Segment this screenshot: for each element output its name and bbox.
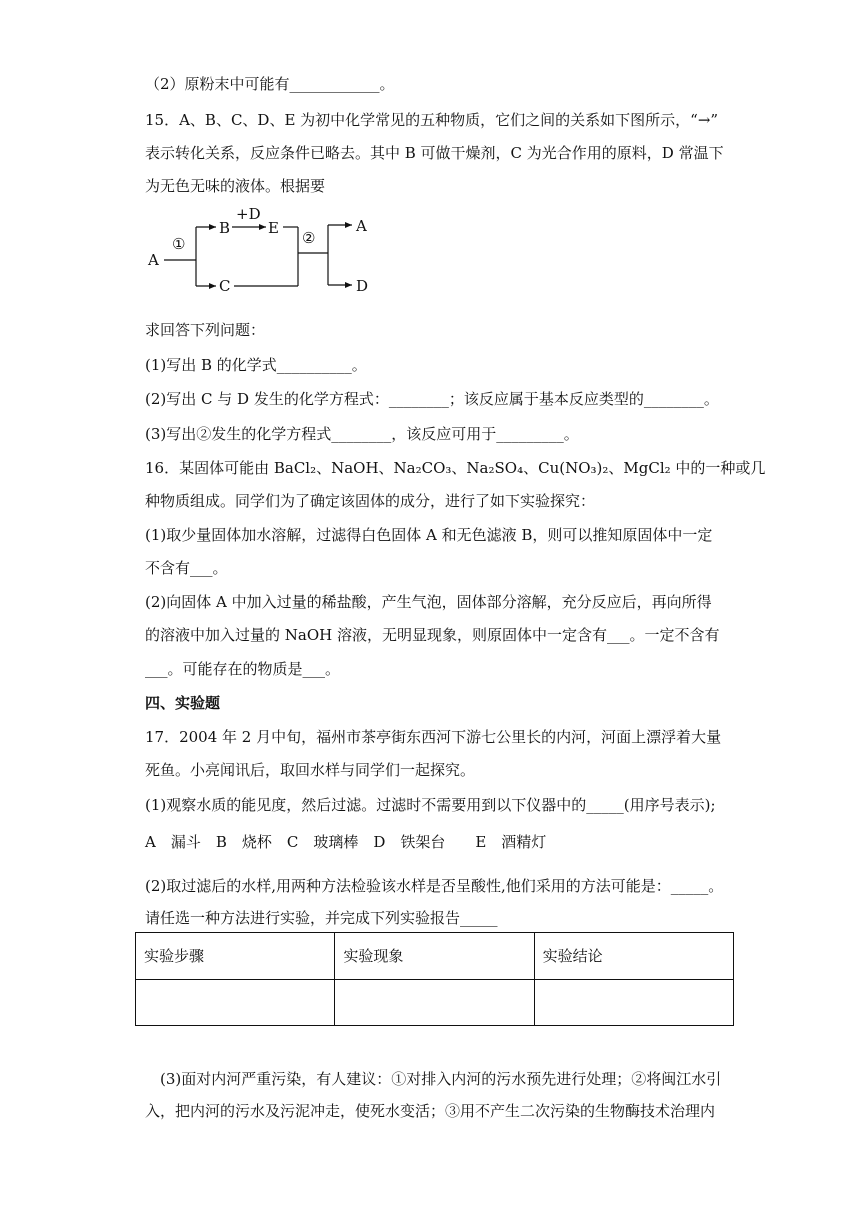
- label-d-product: D: [356, 277, 369, 295]
- conversion-diagram: [140, 205, 380, 305]
- step-2-label: ②: [302, 229, 316, 247]
- table-header-row: [136, 933, 734, 980]
- text-line: 请任选一种方法进行实验，并完成下列实验报告_____: [145, 909, 498, 927]
- plus-d-label: +D: [236, 205, 261, 223]
- section-heading: 四、实验题: [145, 694, 221, 712]
- label-b: B: [219, 219, 231, 237]
- experiment-report-table: [135, 932, 734, 1026]
- text-line: 死鱼。小亮闻讯后，取回水样与同学们一起探究。: [145, 761, 476, 779]
- label-a: A: [148, 251, 159, 269]
- header-steps: 实验步骤: [136, 933, 335, 980]
- header-conclusion: 实验结论: [534, 933, 733, 980]
- question-16-stem: 16．某固体可能由 BaCl₂、NaOH、Na₂CO₃、Na₂SO₄、Cu(NO₃)₂、MgCl₂ 中的一种或几: [145, 459, 766, 477]
- question-15-stem: 15．A、B、C、D、E 为初中化学常见的五种物质，它们之间的关系如下图所示，“→”: [145, 111, 719, 129]
- text-line: 的溶液中加入过量的 NaOH 溶液，无明显现象，则原固体中一定含有___。一定不含有: [145, 626, 720, 644]
- text-line: 入，把内河的污水及污泥冲走，使死水变活；③用不产生二次污染的生物酶技术治理内: [145, 1102, 716, 1120]
- text-line: (1)观察水质的能见度，然后过滤。过滤时不需要用到以下仪器中的_____(用序号表示);: [145, 796, 716, 814]
- cell-observations: [335, 980, 534, 1026]
- text-line: （2）原粉末中可能有____________。: [145, 75, 395, 93]
- label-e: E: [268, 219, 279, 237]
- text-line: (1)取少量固体加水溶解，过滤得白色固体 A 和无色滤液 B，则可以推知原固体中一定: [145, 526, 713, 544]
- text-line: 求回答下列问题：: [145, 321, 266, 339]
- label-c: C: [219, 277, 231, 295]
- text-line: (3)面对内河严重污染，有人建议：①对排入内河的污水预先进行处理；②将闽江水引: [145, 1070, 722, 1088]
- text-line: 不含有___。: [145, 559, 228, 577]
- text-line: 为无色无味的液体。根据要: [145, 177, 326, 195]
- header-observations: 实验现象: [335, 933, 534, 980]
- text-line: (1)写出 B 的化学式__________。: [145, 356, 367, 374]
- text-line: (2)写出 C 与 D 发生的化学方程式：________；该反应属于基本反应类型的________。: [145, 390, 719, 408]
- text-line: ___。可能存在的物质是___。: [145, 660, 341, 678]
- text-line: 种物质组成。同学们为了确定该固体的成分，进行了如下实验探究：: [145, 492, 596, 510]
- text-line: 表示转化关系，反应条件已略去。其中 B 可做干燥剂，C 为光合作用的原料，D 常温下: [145, 144, 724, 162]
- cell-conclusion: [534, 980, 733, 1026]
- options-line: A 漏斗 B 烧杯 C 玻璃棒 D 铁架台 E 酒精灯: [145, 833, 547, 851]
- text-line: (3)写出②发生的化学方程式________，该反应可用于_________。: [145, 425, 579, 443]
- label-a-product: A: [356, 217, 367, 235]
- text-line: (2)向固体 A 中加入过量的稀盐酸，产生气泡，固体部分溶解，充分反应后，再向所得: [145, 593, 712, 611]
- table-row: [136, 980, 734, 1026]
- step-1-label: ①: [172, 235, 186, 253]
- text-line: (2)取过滤后的水样,用两种方法检验该水样是否呈酸性,他们采用的方法可能是：_____。: [145, 877, 724, 895]
- cell-steps: [136, 980, 335, 1026]
- question-17-stem: 17．2004 年 2 月中旬，福州市茶亭街东西河下游七公里长的内河，河面上漂浮着大量: [145, 728, 722, 746]
